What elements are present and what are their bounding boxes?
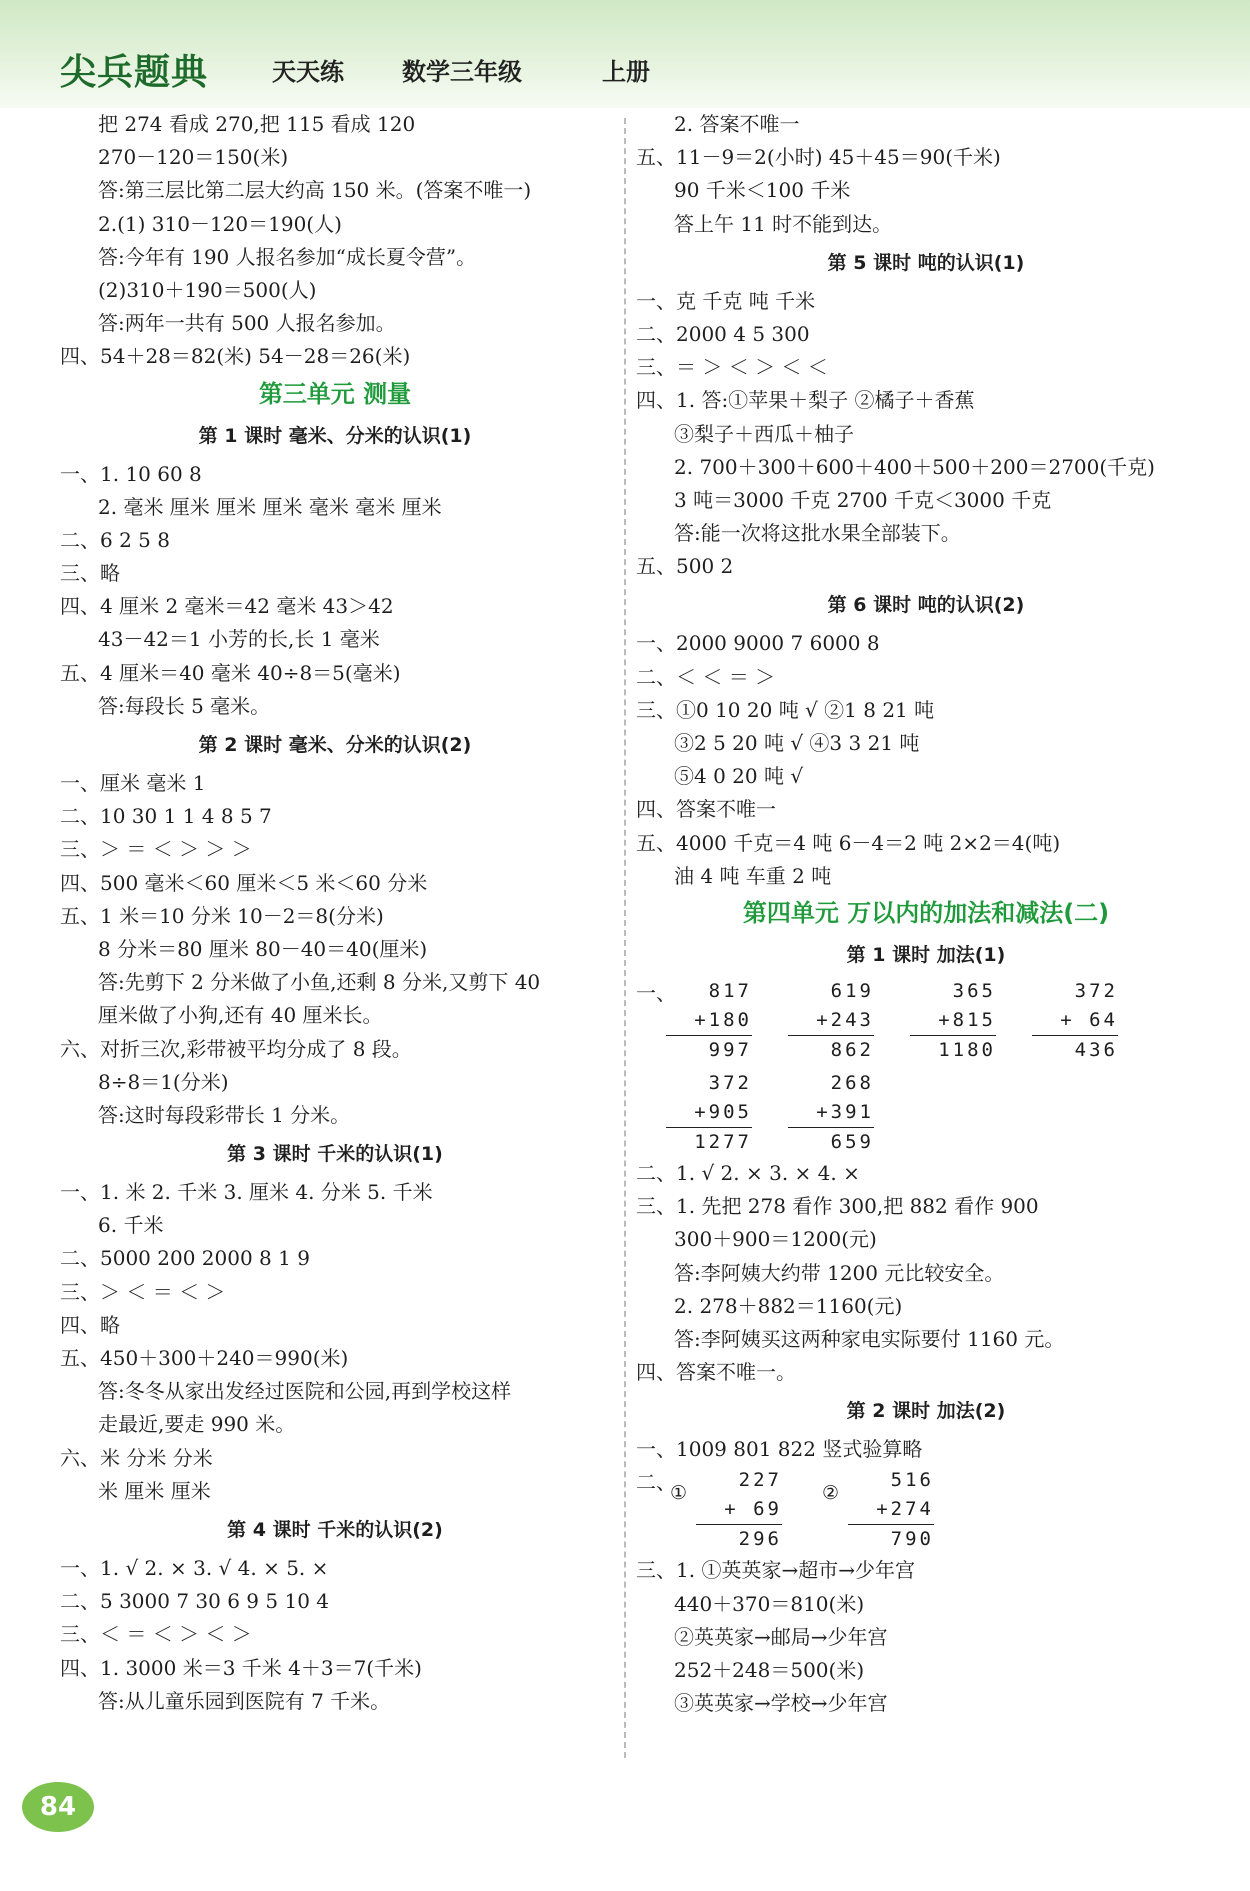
- answer-line: 8 分米＝80 厘米 80－40＝40(厘米): [98, 936, 428, 961]
- addition-row-3: [636, 1466, 1216, 1554]
- addend-bottom: +274: [848, 1495, 934, 1525]
- vertical-addition: [788, 1069, 874, 1157]
- page-number: 84: [22, 1782, 94, 1832]
- page-header: [0, 0, 1250, 108]
- answer-line: 三、1. 先把 278 看作 300,把 882 看作 900: [636, 1194, 1039, 1219]
- answer-line: 90 千米＜100 千米: [674, 178, 851, 203]
- addend-top: 372: [708, 1071, 752, 1094]
- sum-value: 862: [830, 1038, 874, 1061]
- vertical-addition: [666, 1069, 752, 1157]
- answer-line: 三、＞ ＜ ＝ ＜ ＞: [60, 1279, 226, 1304]
- vertical-addition: [910, 977, 996, 1065]
- lesson-heading: 第 2 课时 毫米、分米的认识(2): [198, 734, 472, 756]
- answer-line: 油 4 吨 车重 2 吨: [674, 863, 832, 888]
- answer-line: 2.(1) 310－120＝190(人): [98, 211, 342, 236]
- answer-line: 五、500 2: [636, 554, 734, 579]
- answer-line: 把 274 看成 270,把 115 看成 120: [98, 112, 416, 136]
- answer-line: 二、1. √ 2. × 3. × 4. ×: [636, 1160, 860, 1185]
- answer-line: 一、厘米 毫米 1: [60, 771, 206, 795]
- answer-line: 答:冬冬从家出发经过医院和公园,再到学校这样: [98, 1379, 512, 1404]
- answer-line: 答:李阿姨买这两种家电实际要付 1160 元。: [674, 1326, 1065, 1351]
- answer-line: 300＋900＝1200(元): [674, 1227, 877, 1252]
- series-title: 天天练: [272, 58, 344, 86]
- sub-question-label: ②: [822, 1482, 840, 1505]
- answer-line: 答:从儿童乐园到医院有 7 千米。: [98, 1688, 391, 1713]
- answer-line: ③2 5 20 吨 √ ④3 3 21 吨: [674, 731, 920, 755]
- answer-line: 440＋370＝810(米): [674, 1591, 865, 1616]
- vertical-addition: [788, 977, 874, 1065]
- answer-line: 六、对折三次,彩带被平均分成了 8 段。: [60, 1036, 412, 1061]
- answer-line: 一、2000 9000 7 6000 8: [636, 631, 880, 656]
- sum-value: 436: [1074, 1038, 1118, 1061]
- answer-line: 四、4 厘米 2 毫米＝42 毫米 43＞42: [60, 594, 394, 619]
- answer-line: ③梨子＋西瓜＋柚子: [674, 421, 854, 446]
- addend-top: 227: [738, 1469, 782, 1492]
- answer-line: 2. 答案不唯一: [674, 112, 800, 136]
- addend-bottom: +243: [788, 1006, 874, 1036]
- volume-title: 上册: [602, 58, 650, 86]
- answer-line: ③英英家→学校→少年宫: [674, 1691, 888, 1716]
- answer-line: 三、＞ ＝ ＜ ＞ ＞ ＞: [60, 837, 252, 862]
- lesson-heading: 第 1 课时 加法(1): [846, 943, 1006, 966]
- answer-line: 答:能一次将这批水果全部装下。: [674, 521, 961, 546]
- answer-line: 四、1. 3000 米＝3 千米 4＋3＝7(千米): [60, 1655, 422, 1680]
- addend-top: 372: [1074, 979, 1118, 1002]
- answer-line: 43－42＝1 小芳的长,长 1 毫米: [98, 627, 380, 652]
- brand-logo: 尖兵题典: [60, 52, 209, 93]
- answer-line: 四、答案不唯一。: [636, 1360, 796, 1385]
- left-column: [60, 108, 610, 1718]
- answer-line: 二、6 2 5 8: [60, 527, 170, 552]
- addend-bottom: + 69: [696, 1495, 782, 1525]
- answer-line: 四、略: [60, 1312, 120, 1337]
- addend-top: 817: [708, 979, 752, 1002]
- answer-line: 米 厘米 厘米: [98, 1478, 211, 1503]
- addend-top: 268: [830, 1071, 874, 1094]
- vertical-addition: [1032, 977, 1118, 1065]
- addition-row-1: [636, 977, 1216, 1065]
- answer-line: 2. 毫米 厘米 厘米 厘米 毫米 毫米 厘米: [98, 494, 442, 519]
- addition-row-2: [636, 1069, 1216, 1157]
- answer-line: 一、1009 801 822 竖式验算略: [636, 1437, 923, 1462]
- answer-line: 答:今年有 190 人报名参加“成长夏令营”。: [98, 244, 477, 269]
- answer-line: 一、1. 米 2. 千米 3. 厘米 4. 分米 5. 千米: [60, 1180, 433, 1205]
- answer-line: 2. 278＋882＝1160(元): [674, 1293, 903, 1318]
- lesson-heading: 第 3 课时 千米的认识(1): [227, 1143, 443, 1166]
- addend-bottom: +391: [788, 1098, 874, 1128]
- answer-line: 一、克 千克 吨 千米: [636, 288, 816, 313]
- answer-line: 3 吨＝3000 千克 2700 千克＜3000 千克: [674, 487, 1052, 512]
- answer-line: 四、54＋28＝82(米) 54－28＝26(米): [60, 344, 411, 369]
- sum-value: 1180: [938, 1038, 996, 1061]
- answer-line: 六、米 分米 分米: [60, 1445, 213, 1470]
- addend-bottom: +180: [666, 1006, 752, 1036]
- right-column: [636, 108, 1216, 1720]
- answer-line: 252＋248＝500(米): [674, 1658, 865, 1682]
- answer-line: 8÷8＝1(分米): [98, 1069, 229, 1094]
- sub-question-label: ①: [670, 1482, 688, 1505]
- sum-value: 997: [708, 1038, 752, 1061]
- lesson-heading: 第 2 课时 加法(2): [846, 1400, 1006, 1423]
- vertical-addition: [666, 977, 752, 1065]
- answer-line: 三、略: [60, 561, 120, 586]
- answer-line: 三、＝ ＞ ＜ ＞ ＜ ＜: [636, 355, 828, 380]
- answer-line: 四、500 毫米＜60 厘米＜5 米＜60 分米: [60, 870, 428, 895]
- addend-bottom: + 64: [1032, 1006, 1118, 1036]
- answer-line: 答上午 11 时不能到达。: [674, 211, 893, 236]
- answer-line: 答:两年一共有 500 人报名参加。: [98, 311, 396, 336]
- question-label: 二、: [636, 1470, 676, 1495]
- answer-line: 三、1. ①英英家→超市→少年宫: [636, 1558, 915, 1583]
- answer-line: 四、答案不唯一: [636, 797, 776, 822]
- lesson-heading: 第 6 课时 吨的认识(2): [827, 594, 1025, 617]
- addend-top: 619: [830, 979, 874, 1002]
- answer-line: 二、10 30 1 1 4 8 5 7: [60, 804, 272, 829]
- answer-line: 答:先剪下 2 分米做了小鱼,还剩 8 分米,又剪下 40: [98, 970, 541, 995]
- answer-line: 答:李阿姨大约带 1200 元比较安全。: [674, 1260, 1005, 1285]
- answer-line: 四、1. 答:①苹果＋梨子 ②橘子＋香蕉: [636, 388, 975, 413]
- lesson-heading: 第 5 课时 吨的认识(1): [827, 251, 1025, 274]
- answer-line: ⑤4 0 20 吨 √: [674, 764, 804, 789]
- answer-line: 一、1. √ 2. × 3. √ 4. × 5. ×: [60, 1555, 329, 1580]
- vertical-addition: [822, 1466, 934, 1554]
- answer-line: 五、4000 千克＝4 吨 6－4＝2 吨 2×2＝4(吨): [636, 830, 1061, 855]
- answer-line: 厘米做了小狗,还有 40 厘米长。: [98, 1003, 383, 1028]
- answer-line: 答:每段长 5 毫米。: [98, 693, 271, 718]
- sum-value: 790: [890, 1528, 934, 1551]
- addend-bottom: +815: [910, 1006, 996, 1036]
- answer-line: 2. 700＋300＋600＋400＋500＋200＝2700(千克): [674, 454, 1155, 479]
- answer-line: 五、450＋300＋240＝990(米): [60, 1346, 349, 1370]
- vertical-addition: [670, 1466, 782, 1554]
- answer-line: 6. 千米: [98, 1213, 164, 1238]
- answer-line: 三、①0 10 20 吨 √ ②1 8 21 吨: [636, 697, 935, 722]
- answer-line: 五、11－9＝2(小时) 45＋45＝90(千米): [636, 145, 1001, 170]
- lesson-heading: 第 1 课时 毫米、分米的认识(1): [198, 424, 472, 447]
- answer-line: 二、5000 200 2000 8 1 9: [60, 1246, 310, 1271]
- unit-heading: 第四单元 万以内的加法和减法(二): [742, 898, 1110, 927]
- answer-line: 三、＜ ＝ ＜ ＞ ＜ ＞: [60, 1622, 252, 1647]
- answer-line: ②英英家→邮局→少年宫: [674, 1624, 888, 1649]
- subject-title: 数学三年级: [402, 58, 522, 86]
- answer-line: 五、1 米＝10 分米 10－2＝8(分米): [60, 903, 384, 928]
- question-label: 一、: [636, 980, 676, 1005]
- answer-line: 答:第三层比第二层大约高 150 米。(答案不唯一): [98, 178, 532, 203]
- answer-line: 答:这时每段彩带长 1 分米。: [98, 1102, 351, 1127]
- answer-line: 二、＜ ＜ ＝ ＞: [636, 664, 776, 689]
- answer-line: 270－120＝150(米): [98, 145, 289, 170]
- answer-line: (2)310＋190＝500(人): [98, 277, 317, 302]
- unit-heading: 第三单元 测量: [258, 379, 412, 408]
- addend-bottom: +905: [666, 1098, 752, 1128]
- sum-value: 296: [738, 1528, 782, 1551]
- addend-top: 365: [952, 979, 996, 1002]
- lesson-heading: 第 4 课时 千米的认识(2): [227, 1518, 443, 1541]
- answer-line: 走最近,要走 990 米。: [98, 1412, 296, 1437]
- sum-value: 659: [830, 1130, 874, 1153]
- answer-line: 二、5 3000 7 30 6 9 5 10 4: [60, 1589, 330, 1614]
- answer-line: 一、1. 10 60 8: [60, 461, 202, 486]
- sum-value: 1277: [694, 1130, 752, 1153]
- answer-line: 五、4 厘米＝40 毫米 40÷8＝5(毫米): [60, 660, 401, 685]
- addend-top: 516: [890, 1469, 934, 1492]
- column-divider: [624, 118, 626, 1758]
- answer-line: 二、2000 4 5 300: [636, 321, 810, 346]
